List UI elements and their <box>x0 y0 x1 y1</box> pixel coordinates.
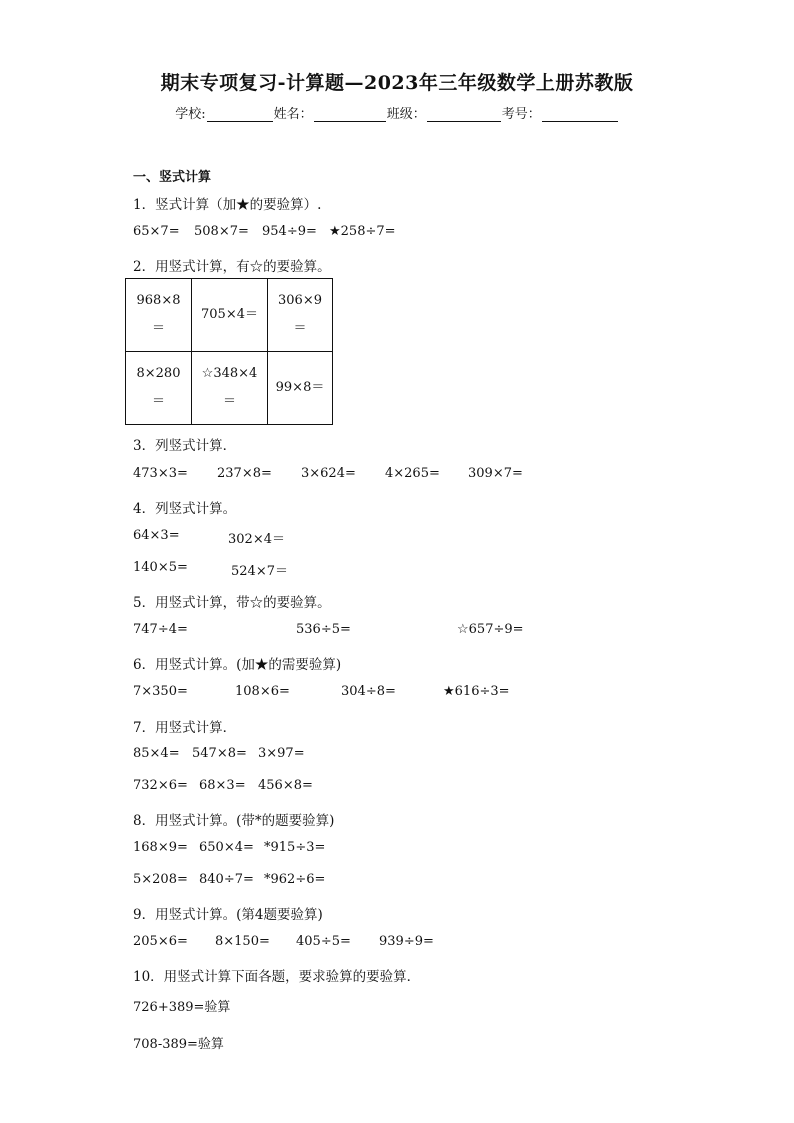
problem: *962÷6= <box>264 872 326 887</box>
question-5: 5．用竖式计算，带☆的要验算。 <box>133 595 331 611</box>
question-9: 9．用竖式计算。(第4题要验算) <box>133 907 323 923</box>
problem: 68×3= <box>199 778 246 793</box>
problem: 237×8= <box>217 466 272 481</box>
school-blank[interactable] <box>207 107 273 122</box>
problem: 65×7= <box>133 224 180 239</box>
problem: 5×208= <box>133 872 188 887</box>
question-8: 8．用竖式计算。(带*的题要验算) <box>133 813 335 829</box>
problem: 508×7= <box>194 224 249 239</box>
problem: 309×7= <box>468 466 523 481</box>
question-4: 4．列竖式计算。 <box>133 501 237 517</box>
class-label: 班级： <box>386 107 426 122</box>
problem: 405÷5= <box>296 934 351 949</box>
question-1: 1．竖式计算（加★的要验算）. <box>133 197 322 213</box>
problem: 708-389=验算 <box>133 1037 224 1052</box>
problem: 3×97= <box>258 746 305 761</box>
question-7: 7．用竖式计算． <box>133 720 237 736</box>
problem: 524×7＝ <box>231 564 288 579</box>
table-cell: 306×9 ＝ <box>268 279 333 352</box>
problem: 456×8= <box>258 778 313 793</box>
problem: ☆657÷9= <box>457 622 524 637</box>
problem: 939÷9= <box>379 934 434 949</box>
table-cell: 99×8＝ <box>268 352 333 425</box>
student-info-line <box>0 103 794 122</box>
problem: 547×8= <box>192 746 247 761</box>
problem: *915÷3= <box>264 840 326 855</box>
question-6: 6．用竖式计算。(加★的需要验算) <box>133 657 342 673</box>
problem: 205×6= <box>133 934 188 949</box>
school-label: 学校: <box>175 107 206 122</box>
problem: 64×3= <box>133 528 180 543</box>
problem: 954÷9= <box>262 224 317 239</box>
table-cell: 8×280 ＝ <box>126 352 192 425</box>
table-cell: ☆348×4 ＝ <box>192 352 268 425</box>
problem: 726+389=验算 <box>133 1000 231 1015</box>
problem: 3×624= <box>301 466 356 481</box>
problem: 732×6= <box>133 778 188 793</box>
exam-no-blank[interactable] <box>542 107 618 122</box>
problem-table <box>125 278 333 425</box>
problem: 473×3= <box>133 466 188 481</box>
problem: 108×6= <box>235 684 290 699</box>
exam-no-label: 考号： <box>501 107 541 122</box>
table-cell: 968×8 ＝ <box>126 279 192 352</box>
question-10: 10．用竖式计算下面各题，要求验算的要验算． <box>133 969 421 985</box>
problem: ★616÷3= <box>443 684 510 699</box>
section-heading: 一、竖式计算 <box>133 170 212 185</box>
problem: 304÷8= <box>341 684 396 699</box>
problem: 302×4＝ <box>228 532 285 547</box>
problem: 168×9= <box>133 840 188 855</box>
problem: 747÷4= <box>133 622 188 637</box>
problem: 536÷5= <box>296 622 351 637</box>
problem: 4×265= <box>385 466 440 481</box>
page-title: 期末专项复习-计算题—2023年三年级数学上册苏教版 <box>160 72 634 94</box>
problem: 8×150= <box>215 934 270 949</box>
problem: 85×4= <box>133 746 180 761</box>
table-cell: 705×4＝ <box>192 279 268 352</box>
problem: 7×350= <box>133 684 188 699</box>
problem: 840÷7= <box>199 872 254 887</box>
question-2: 2．用竖式计算，有☆的要验算。 <box>133 259 331 275</box>
question-3: 3．列竖式计算． <box>133 438 237 454</box>
class-blank[interactable] <box>427 107 501 122</box>
problem: 140×5= <box>133 560 188 575</box>
problem: 650×4= <box>199 840 254 855</box>
name-label: 姓名： <box>273 107 313 122</box>
name-blank[interactable] <box>314 107 386 122</box>
problem: ★258÷7= <box>329 224 396 239</box>
